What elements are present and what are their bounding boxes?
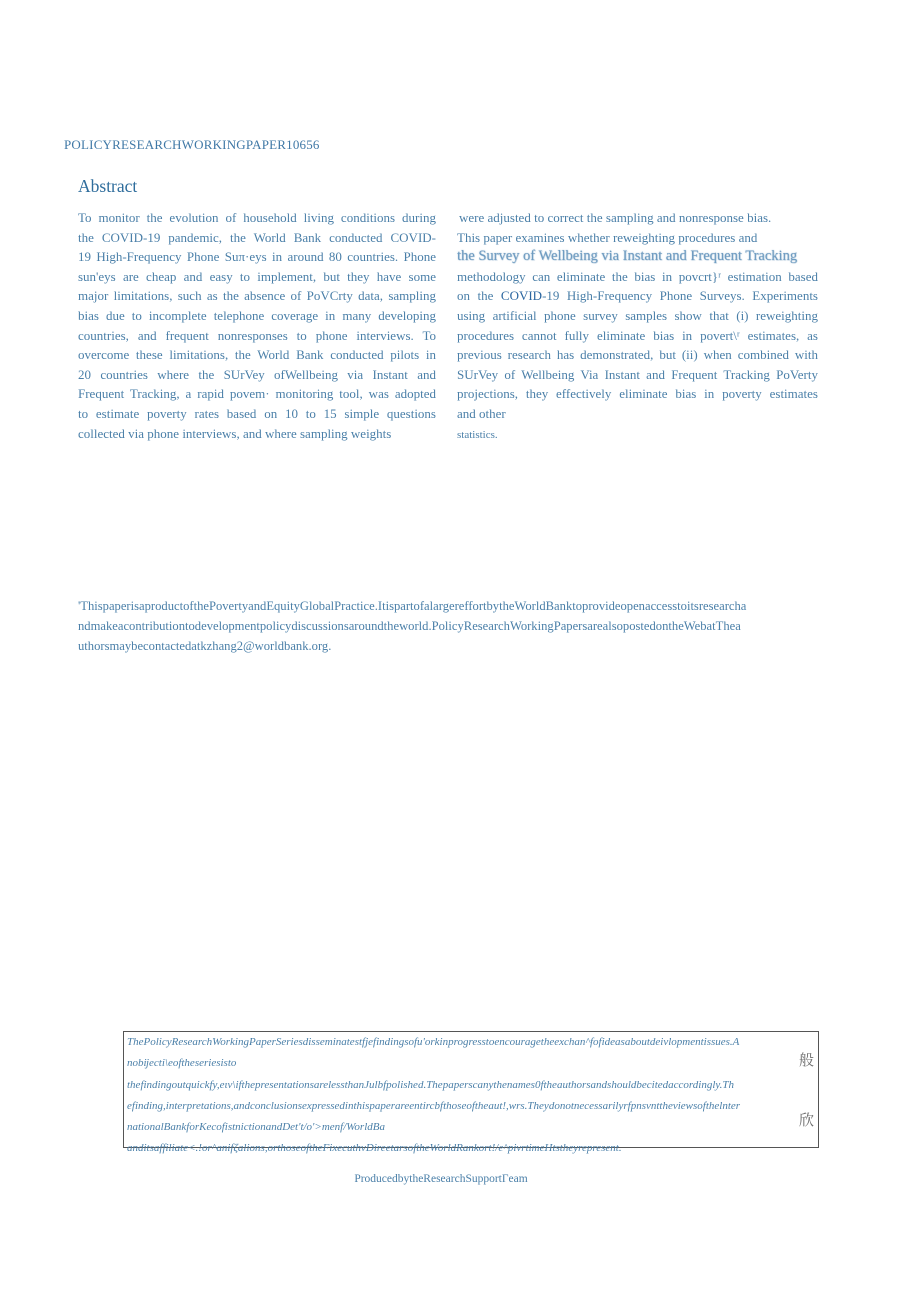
series-header: POLICYRESEARCHWORKINGPAPER10656: [64, 137, 320, 152]
produced-by: ProducedbytheResearchSupportΓeam: [354, 1173, 528, 1185]
abstract-line: 19 High-Frequency Phone Suπ·eys in around 80 countries. Phone: [78, 249, 436, 265]
abstract-line: To monitor the evolution of household living conditions during: [78, 210, 436, 225]
abstract-line: Frequent Tracking, a rapid povem· monitoring tool, was adopted: [78, 386, 436, 402]
abstract-emphasized-line: the Survey of Wellbeing via Instant and Frequent Tracking: [457, 248, 798, 265]
abstract-line: to estimate poverty rates based on 10 to 15 simple questions: [78, 405, 436, 421]
abstract-line: using artificial phone survey samples show that (i) reweighting: [457, 307, 818, 323]
abstract-line: and other: [457, 405, 506, 421]
abstract-line: bias due to incomplete telephone coverage in many developing: [78, 307, 436, 323]
abstract-line: procedures cannot fully eliminate bias in povert\ʳ estimates, as: [457, 327, 818, 343]
abstract-text: on the: [457, 288, 501, 304]
covid-term: COVID: [500, 288, 543, 304]
disclaimer-line: nationalBankforKecofistnictionandDet't/o'>menf/WorldBa: [127, 1121, 385, 1134]
abstract-line: collected via phone interviews, and where sampling weights: [78, 425, 392, 441]
abstract-line: overcome these limitations, the World Bank conducted pilots in: [78, 347, 436, 363]
abstract-title: Abstract: [78, 176, 138, 196]
stray-glyph: 般: [798, 1051, 814, 1069]
abstract-line: countries, and frequent nonresponses to phone interviews. To: [78, 327, 436, 343]
footnote-line: uthorsmaybecontactedatkzhang2@worldbank.org.: [78, 639, 332, 653]
disclaimer-line: ThePolicyResearchWorkingPaperSeriesdisseminatestfjefindingsofu'orkinprogresstoencouragetheexchan^fofideasaboutdeivlopmentissues.A: [127, 1036, 740, 1048]
disclaimer-line: efinding,interpretations,andconclusionsexpressedinthispaperareentircbfthoseoftheaut!,wrs.Theydonotnecessarilyrfpnsvnttheviewsofthelnter: [127, 1099, 741, 1112]
abstract-text: -19 High-Frequency Phone Surveys. Experiments: [542, 288, 818, 304]
disclaimer-line: thefindingoutquickfy,eιv\ifthepresentationsarelessthanJulbfpolished.Thepaperscanythenames0ftheauthorsandshouldbecitedaccordingly.Th: [127, 1078, 735, 1091]
abstract-line: methodology can eliminate the bias in povcrt}ʳ estimation based: [457, 268, 818, 284]
abstract-right-column: [457, 208, 818, 445]
abstract-line: previous research has demonstrated, but (ii) when combined with: [457, 347, 818, 363]
footnote-line: 'ThispaperisaproductofthePovertyandEquityGlobalPractice.ItispartofalargereffortbytheWorldBanktoprovideopenaccesstoitsresearcha: [78, 599, 747, 613]
abstract-line: sun'eys are cheap and easy to implement, but they have some: [78, 268, 436, 284]
disclaimer-box: [123, 1031, 819, 1155]
abstract-line: were adjusted to correct the sampling and nonresponse bias.: [459, 210, 772, 225]
disclaimer-line: nobĳecti\eoftheseriesisto: [127, 1057, 237, 1070]
abstract-line: projections, they effectively eliminate bias in poverty estimates: [457, 386, 818, 402]
abstract-line: the COVID-19 pandemic, the World Bank conducted COVID-: [78, 229, 436, 245]
footnote: [78, 596, 820, 656]
disclaimer-line: anditsaffiliate<.!or^anifζalions,orthoseoftheFixecuthvDireetarsoftheWorldRankort!/e^pivrtimeHtstheyrepresent.: [127, 1142, 622, 1155]
abstract-left-column: [78, 208, 436, 443]
stray-glyph: 欣: [798, 1111, 814, 1129]
abstract-line: 20 countries where the SUrVey ofWellbeing via Instant and: [78, 366, 436, 382]
abstract-line: major limitations, such as the absence of PoVCrty data, sampling: [78, 288, 436, 304]
abstract-line: SUrVey of Wellbeing Via Instant and Frequent Tracking PoVerty: [457, 366, 818, 382]
abstract-line: This paper examines whether reweighting procedures and: [457, 229, 758, 245]
abstract-line: statistics.: [457, 428, 498, 441]
abstract-line: [457, 286, 818, 306]
footnote-line: ndmakeacontributiontodevelopmentpolicydiscussionsaroundtheworld.PolicyResearchWorkingPapersarealsopostedontheWebatThea: [78, 619, 741, 633]
